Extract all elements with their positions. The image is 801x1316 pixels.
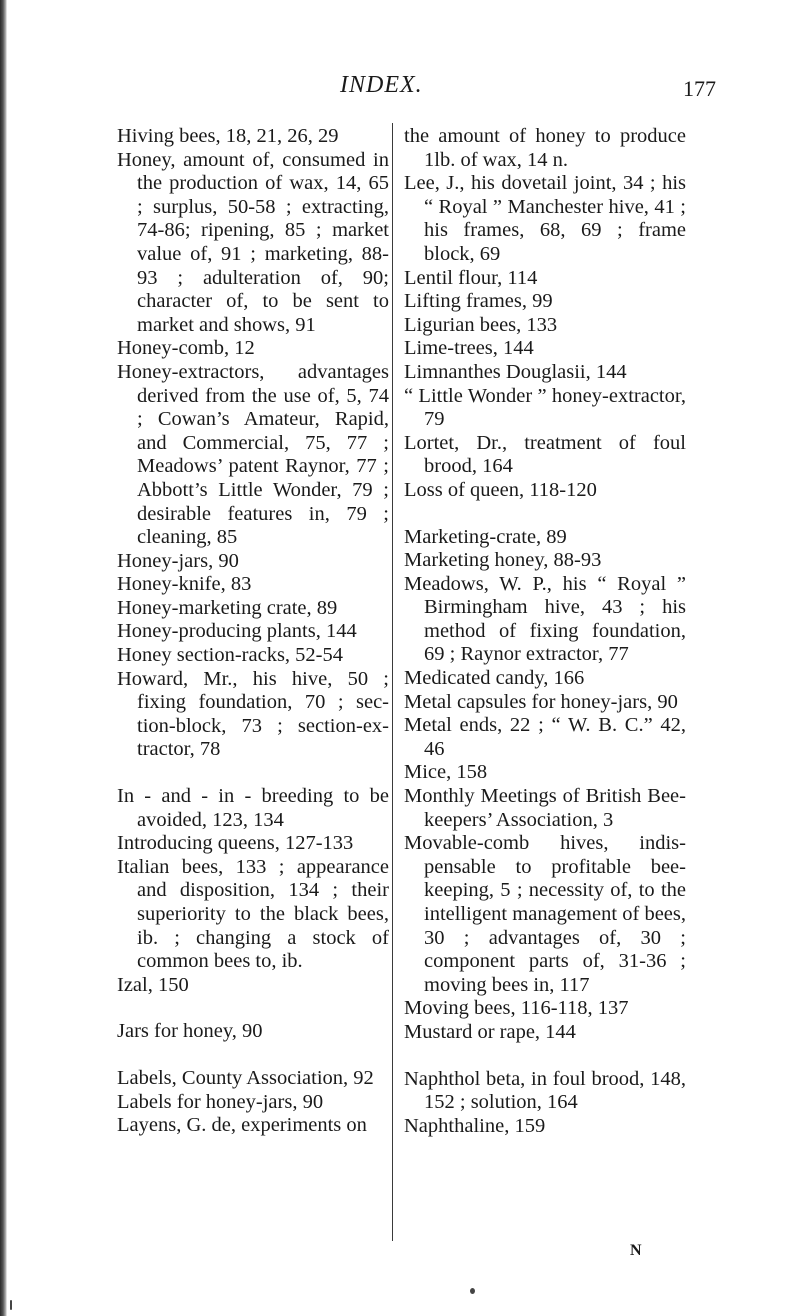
index-entry: Marketing-crate, 89: [404, 525, 567, 548]
index-entry: Monthly Meetings of British Bee-keepers’ Association, 3: [404, 785, 686, 831]
index-entry: Labels for honey-jars, 90: [117, 1090, 324, 1113]
index-column-left: [117, 125, 389, 1138]
index-entry: Introducing queens, 127-133: [117, 832, 354, 855]
index-entry: Honey-knife, 83: [117, 573, 252, 596]
index-entry: Honey-extractors, advantages derived from the use of, 5, 74 ; Cowan’s Amateur, Rapid, and Commercial, 75, 77 ; Meadows’ patent Raynor, 77 ; Abbott’s Little Wonder, 79 ; desirable features in, 79 ; cleaning, 85: [117, 360, 389, 549]
index-entry: the amount of honey to produce 1lb. of wax, 14 n.: [404, 125, 686, 171]
index-entry: Lime-trees, 144: [404, 337, 534, 360]
index-entry: Lortet, Dr., treatment of foul brood, 164: [404, 431, 686, 478]
page-number: 177: [683, 76, 716, 101]
index-entry: Ligurian bees, 133: [404, 313, 558, 336]
index-entry: Lentil flour, 114: [404, 266, 538, 289]
section-gap: [117, 997, 389, 1020]
index-column-right: [404, 125, 686, 1138]
index-entry: Honey-comb, 12: [117, 337, 255, 360]
index-entry: Labels, County Association, 92: [117, 1066, 374, 1089]
index-entry: Honey-jars, 90: [117, 549, 239, 572]
index-entry: Marketing honey, 88-93: [404, 549, 602, 572]
signature-mark: N: [630, 1242, 642, 1259]
page-binding-edge: [0, 0, 7, 1316]
index-entry: Jars for honey, 90: [117, 1020, 263, 1043]
index-entry: Loss of queen, 118-120: [404, 478, 597, 501]
index-entry: In - and - in - breeding to be avoided, 123, 134: [117, 785, 389, 831]
index-entry: Moving bees, 116-118, 137: [404, 997, 629, 1020]
index-entry: Howard, Mr., his hive, 50 ; fixing foundation, 70 ; section-block, 73 ; section-extractor, 78: [117, 667, 389, 761]
index-entry: Honey-marketing crate, 89: [117, 596, 338, 619]
page-title: INDEX.: [340, 72, 423, 98]
section-gap: [117, 1044, 389, 1067]
section-gap: [404, 503, 686, 526]
index-entry: “ Little Wonder ” honey-extractor, 79: [404, 384, 686, 431]
index-entry: Meadows, W. P., his “ Royal ” Birmingham hive, 43 ; his method of fixing foundation, 69 ; Raynor extractor, 77: [404, 572, 686, 666]
index-entry: Honey, amount of, consumed in the production of wax, 14, 65 ; surplus, 50-58 ; extracting, 74-86; ripening, 85 ; market value of, 91 ; marketing, 88-93 ; adulteration of, 90; character of, to be sent to market and shows, 91: [117, 148, 389, 336]
index-entry: Izal, 150: [117, 973, 189, 996]
index-entry: Metal capsules for honey-jars, 90: [404, 690, 678, 713]
section-gap: [404, 1045, 686, 1068]
print-speck: [10, 1300, 12, 1310]
index-entry: Naphthol beta, in foul brood, 148, 152 ; solution, 164: [404, 1067, 686, 1114]
index-entry: Hiving bees, 18, 21, 26, 29: [117, 125, 339, 147]
index-entry: Mice, 158: [404, 761, 488, 784]
column-divider: [392, 123, 393, 1241]
index-entry: Naphthaline, 159: [404, 1114, 546, 1137]
index-entry: Movable-comb hives, indispensable to profitable beekeeping, 5 ; necessity of, to the intelligent management of bees, 30 ; advantages of, 30 ; component parts of, 31-36 ; moving bees in, 117: [404, 832, 686, 996]
index-entry: Honey-producing plants, 144: [117, 620, 357, 643]
index-entry: Limnanthes Douglasii, 144: [404, 360, 627, 383]
section-gap: [117, 762, 389, 785]
index-entry: Honey section-racks, 52-54: [117, 644, 344, 667]
index-entry: Lee, J., his dovetail joint, 34 ; his “ Royal ” Manchester hive, 41 ; his frames, 68, 69 ; frame block, 69: [404, 172, 686, 265]
running-head: [0, 70, 801, 110]
index-entry: Mustard or rape, 144: [404, 1020, 576, 1043]
index-entry: Italian bees, 133 ; appearance and disposition, 134 ; their superiority to the black bees, ib. ; changing a stock of common bees to, ib.: [117, 855, 389, 973]
index-entry: Medicated candy, 166: [404, 667, 585, 690]
index-entry: Lifting frames, 99: [404, 290, 553, 313]
index-entry: Metal ends, 22 ; “ W. B. C.” 42, 46: [404, 714, 686, 760]
index-entry: Layens, G. de, experiments on: [117, 1114, 367, 1137]
print-speck: [470, 1288, 475, 1294]
